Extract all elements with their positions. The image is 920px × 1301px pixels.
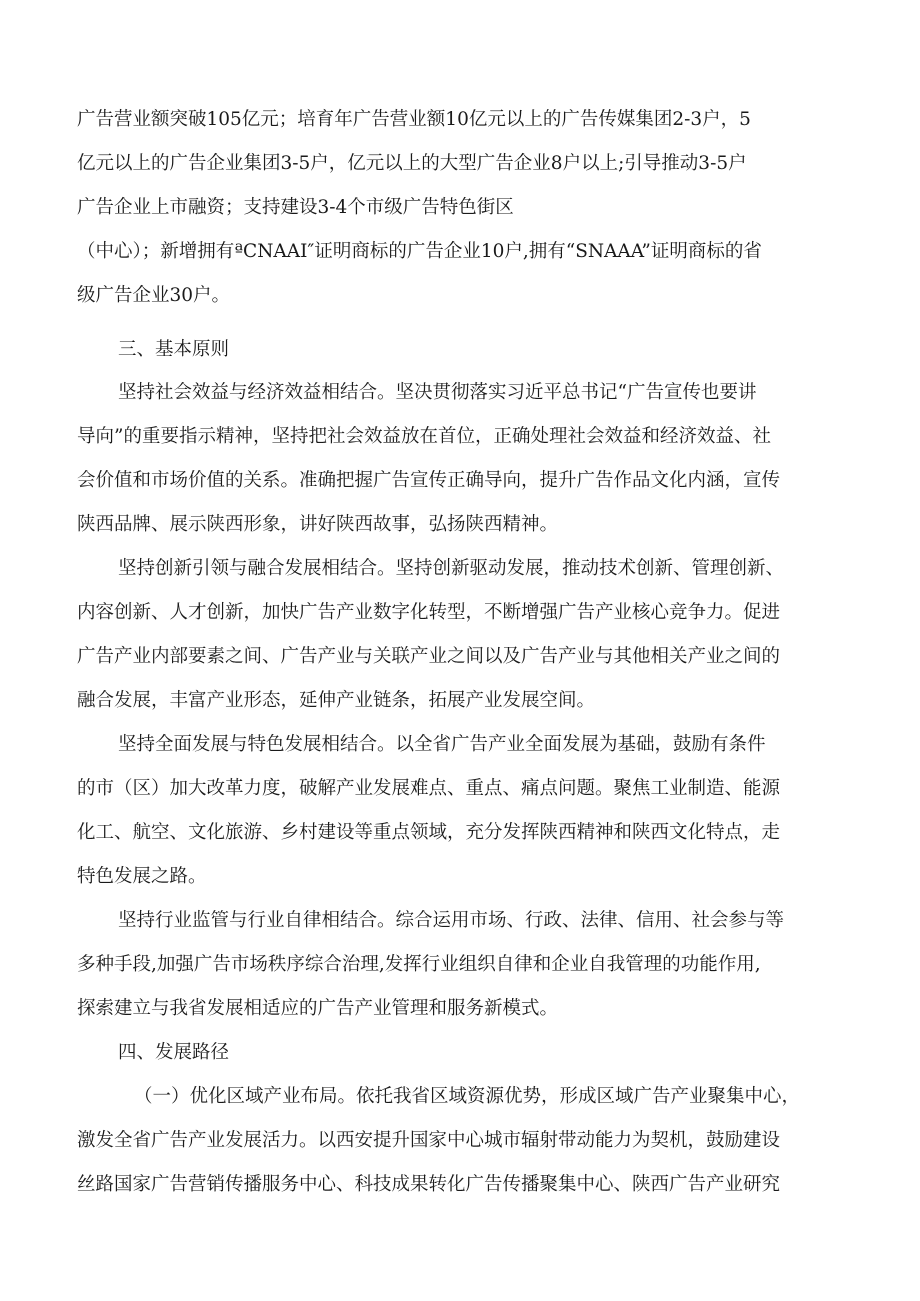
- paragraph-line: 探索建立与我省发展相适应的广告产业管理和服务新模式。: [77, 998, 559, 1019]
- text-line: （中心）；新增拥有ªCNAAI″证明商标的广告企业10户,拥有“SNAAA”证明商标的省: [77, 241, 762, 262]
- paragraph-line: 内容创新、人才创新，加快广告产业数字化转型，不断增强广告产业核心竞争力。促进: [77, 602, 781, 623]
- text-line: 亿元以上的广告企业集团3-5户，亿元以上的大型广告企业8户以上;引导推动3-5户: [77, 153, 747, 174]
- paragraph-line: 坚持行业监管与行业自律相结合。综合运用市场、行政、法律、信用、社会参与等: [118, 910, 785, 931]
- paragraph-line: 激发全省广告产业发展活力。以西安提升国家中心城市辐射带动能力为契机，鼓励建设: [77, 1130, 781, 1151]
- paragraph-line: 会价值和市场价值的关系。准确把握广告宣传正确导向，提升广告作品文化内涵，宣传: [77, 470, 781, 491]
- paragraph-line: 融合发展，丰富产业形态，延伸产业链条，拓展产业发展空间。: [77, 690, 596, 711]
- paragraph-line: （一）优化区域产业布局。依托我省区域资源优势，形成区域广告产业聚集中心，: [134, 1086, 801, 1107]
- paragraph-line: 广告产业内部要素之间、广告产业与关联产业之间以及广告产业与其他相关产业之间的: [77, 646, 781, 667]
- paragraph-line: 化工、航空、文化旅游、乡村建设等重点领域，充分发挥陕西精神和陕西文化特点，走: [77, 822, 781, 843]
- paragraph-line: 坚持全面发展与特色发展相结合。以全省广告产业全面发展为基础，鼓励有条件: [118, 734, 766, 755]
- text-line: 广告营业额突破105亿元；培育年广告营业额10亿元以上的广告传媒集团2-3户，5: [77, 109, 751, 130]
- paragraph-line: 的市（区）加大改革力度，破解产业发展难点、重点、痛点问题。聚焦工业制造、能源: [77, 778, 781, 799]
- paragraph-line: 坚持社会效益与经济效益相结合。坚决贯彻落实习近平总书记“广告宣传也要讲: [118, 382, 757, 403]
- text-line: 广告企业上市融资；支持建设3-4个市级广告特色街区: [77, 197, 514, 218]
- paragraph-line: 坚持创新引领与融合发展相结合。坚持创新驱动发展，推动技术创新、管理创新、: [118, 558, 785, 579]
- section-heading: 四、发展路径: [118, 1042, 230, 1063]
- paragraph-line: 特色发展之路。: [77, 866, 207, 887]
- paragraph-line: 多种手段,加强广告市场秩序综合治理,发挥行业组织自律和企业自我管理的功能作用,: [77, 954, 761, 975]
- paragraph-line: 丝路国家广告营销传播服务中心、科技成果转化广告传播聚集中心、陕西广告产业研究: [77, 1174, 781, 1195]
- paragraph-line: 陕西品牌、展示陕西形象，讲好陕西故事，弘扬陕西精神。: [77, 514, 559, 535]
- paragraph-line: 导向”的重要指示精神，坚持把社会效益放在首位，正确处理社会效益和经济效益、社: [77, 426, 771, 447]
- text-line: 级广告企业30户。: [77, 285, 231, 306]
- section-heading: 三、基本原则: [118, 339, 230, 360]
